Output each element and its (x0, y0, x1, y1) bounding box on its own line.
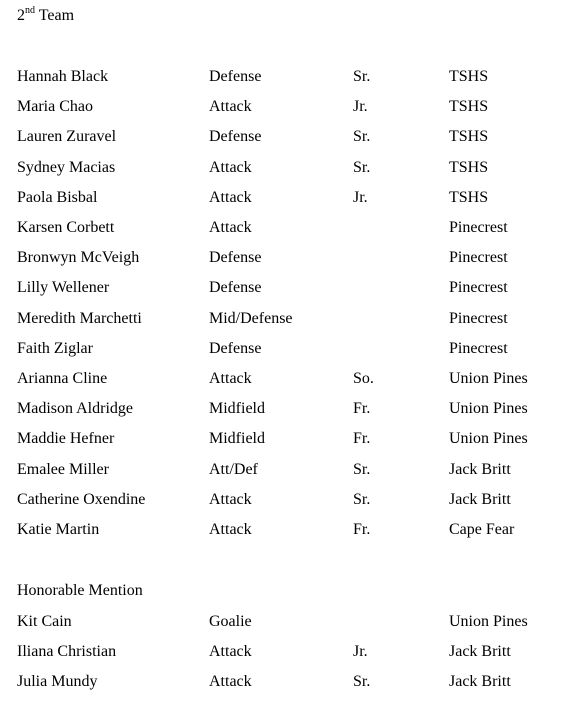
player-school: TSHS (449, 68, 489, 85)
player-year: Jr. (353, 643, 368, 661)
player-name: Karsen Corbett (17, 219, 115, 236)
player-position: Attack (209, 370, 252, 387)
player-name: Julia Mundy (17, 673, 98, 691)
player-school: Pinecrest (449, 219, 508, 236)
player-name: Arianna Cline (17, 370, 108, 387)
player-name: Maddie Hefner (17, 430, 115, 448)
player-year: Sr. (353, 460, 371, 478)
player-year: Fr. (353, 400, 371, 418)
player-row (17, 399, 562, 419)
player-row (17, 309, 562, 329)
player-year: Jr. (353, 98, 368, 116)
player-position: Attack (209, 98, 252, 116)
player-position: Attack (209, 490, 252, 508)
player-row (17, 429, 562, 449)
player-year: Sr. (353, 158, 371, 176)
player-school: Union Pines (449, 400, 528, 418)
player-school: Jack Britt (449, 643, 511, 661)
player-name: Catherine Oxendine (17, 490, 146, 508)
player-position: Attack (209, 521, 252, 538)
player-school: Cape Fear (449, 521, 515, 538)
player-name: Lilly Wellener (17, 279, 110, 297)
player-school: TSHS (449, 128, 489, 146)
player-name: Madison Aldridge (17, 400, 133, 418)
player-position: Defense (209, 128, 262, 146)
player-school: Union Pines (449, 370, 528, 387)
player-position: Mid/Defense (209, 309, 293, 327)
heading-prefix: 2 (17, 7, 25, 24)
player-row (17, 278, 562, 298)
player-name: Katie Martin (17, 521, 100, 538)
player-row (17, 188, 562, 208)
heading-superscript: nd (25, 5, 35, 16)
player-row (17, 642, 562, 662)
player-row (17, 460, 562, 480)
player-school: Jack Britt (449, 673, 511, 691)
player-position: Defense (209, 249, 262, 267)
player-year: Sr. (353, 128, 371, 146)
player-row (17, 127, 562, 147)
player-row (17, 158, 562, 178)
player-row (17, 672, 562, 692)
player-name: Paola Bisbal (17, 188, 98, 206)
player-row (17, 490, 562, 510)
player-school: Jack Britt (449, 460, 511, 478)
player-position: Att/Def (209, 460, 258, 478)
heading-suffix: Team (35, 7, 75, 24)
player-year: Sr. (353, 68, 371, 85)
player-year: Sr. (353, 490, 371, 508)
player-position: Attack (209, 673, 252, 691)
player-school: Pinecrest (449, 279, 508, 297)
player-school: TSHS (449, 188, 489, 206)
player-row (17, 67, 562, 87)
player-name: Emalee Miller (17, 460, 109, 478)
player-name: Kit Cain (17, 613, 72, 630)
player-name: Hannah Black (17, 68, 109, 85)
player-row (17, 218, 562, 238)
player-position: Attack (209, 219, 252, 236)
player-position: Goalie (209, 613, 252, 630)
player-school: Union Pines (449, 430, 528, 448)
player-name: Bronwyn McVeigh (17, 249, 140, 267)
player-school: TSHS (449, 158, 489, 176)
player-school: Jack Britt (449, 490, 511, 508)
player-name: Meredith Marchetti (17, 309, 142, 327)
player-row (17, 248, 562, 268)
player-row (17, 369, 562, 389)
player-school: Pinecrest (449, 339, 508, 357)
player-year: Sr. (353, 673, 371, 691)
player-school: Pinecrest (449, 249, 508, 267)
player-year: So. (353, 370, 374, 387)
player-row (17, 612, 562, 632)
player-position: Midfield (209, 430, 265, 448)
player-position: Attack (209, 188, 252, 206)
page-heading (17, 6, 74, 26)
player-position: Attack (209, 643, 252, 661)
player-row (17, 339, 562, 359)
player-year: Fr. (353, 521, 371, 538)
player-name: Sydney Macias (17, 158, 116, 176)
player-school: TSHS (449, 98, 489, 116)
player-name: Maria Chao (17, 98, 93, 116)
player-name: Iliana Christian (17, 643, 117, 661)
player-name: Faith Ziglar (17, 339, 93, 357)
player-name: Lauren Zuravel (17, 128, 117, 146)
player-school: Union Pines (449, 613, 528, 630)
honorable-mention-title: Honorable Mention (17, 582, 143, 599)
player-row (17, 520, 562, 540)
player-position: Attack (209, 158, 252, 176)
player-position: Defense (209, 339, 262, 357)
player-year: Jr. (353, 188, 368, 206)
player-position: Defense (209, 279, 262, 297)
player-school: Pinecrest (449, 309, 508, 327)
player-year: Fr. (353, 430, 371, 448)
player-row (17, 97, 562, 117)
player-position: Midfield (209, 400, 265, 418)
player-position: Defense (209, 68, 262, 85)
